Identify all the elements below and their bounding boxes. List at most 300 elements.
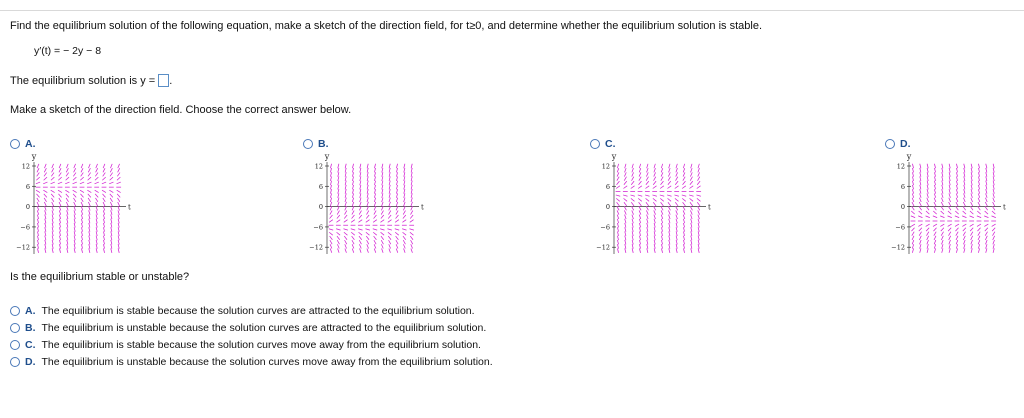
slope-segment — [698, 236, 699, 240]
graph-option-d[interactable] — [885, 138, 911, 150]
slope-segment — [654, 248, 655, 252]
slope-segment — [110, 164, 112, 168]
slope-segment — [977, 211, 980, 214]
slope-segment — [691, 164, 692, 168]
slope-segment — [58, 182, 62, 184]
slope-segment — [676, 215, 678, 219]
radio-graph-c[interactable] — [590, 139, 600, 149]
slope-segment — [330, 244, 332, 248]
slope-segment — [118, 219, 119, 223]
slope-segment — [985, 198, 987, 202]
graph-option-c-letter: C. — [605, 138, 616, 150]
slope-segment — [654, 244, 655, 248]
slope-segment — [949, 248, 950, 252]
slope-segment — [330, 176, 331, 180]
slope-segment — [964, 168, 965, 172]
slope-segment — [389, 164, 390, 168]
slope-segment — [396, 189, 397, 193]
slope-segment — [359, 244, 361, 248]
slope-segment — [986, 172, 987, 176]
slope-segment — [366, 220, 370, 223]
slope-segment — [330, 164, 331, 168]
slope-segment — [691, 223, 692, 227]
slope-segment — [45, 244, 46, 248]
slope-segment — [668, 210, 670, 214]
slope-segment — [67, 215, 68, 219]
slope-segment — [661, 240, 662, 244]
slope-segment — [330, 172, 331, 176]
slope-segment — [675, 198, 679, 201]
slope-segment — [918, 224, 922, 226]
slope-segment — [934, 172, 935, 176]
radio-stability-c[interactable] — [10, 340, 20, 350]
slope-segment — [646, 172, 648, 176]
slope-segment — [102, 177, 105, 180]
slope-segment — [676, 236, 677, 240]
stability-option-b-letter: B. — [25, 322, 36, 334]
slope-segment — [941, 206, 944, 210]
slope-segment — [95, 198, 97, 202]
slope-segment — [45, 248, 46, 252]
slope-segment — [359, 215, 362, 219]
slope-segment — [81, 210, 82, 214]
slope-segment — [337, 215, 340, 219]
slope-segment — [59, 231, 60, 235]
slope-segment — [934, 193, 935, 197]
slope-segment — [44, 164, 46, 168]
slope-segment — [942, 164, 943, 168]
slope-segment — [956, 206, 959, 210]
slope-segment — [110, 177, 113, 180]
slope-segment — [984, 216, 988, 218]
slope-segment — [330, 202, 332, 206]
slope-segment — [403, 211, 405, 215]
slope-segment — [646, 210, 648, 214]
slope-segment — [344, 215, 347, 219]
slope-segment — [103, 231, 104, 235]
slope-segment — [647, 168, 649, 172]
slope-segment — [942, 185, 943, 189]
slope-segment — [45, 227, 46, 231]
radio-stability-a[interactable] — [10, 306, 20, 316]
slope-segment — [912, 202, 914, 206]
slope-segment — [118, 164, 120, 168]
slope-segment — [360, 189, 361, 193]
direction-field-svg-d — [883, 150, 1013, 258]
slope-segment — [977, 228, 980, 231]
slope-segment — [985, 211, 988, 214]
slope-segment — [403, 244, 405, 248]
slope-segment — [404, 198, 405, 202]
slope-segment — [964, 176, 965, 180]
slope-segment — [65, 190, 69, 192]
slope-segment — [934, 168, 935, 172]
slope-segment — [617, 248, 618, 252]
slope-segment — [396, 181, 397, 185]
slope-segment — [661, 202, 664, 206]
slope-segment — [926, 224, 930, 226]
y-tick-label: 0 — [318, 203, 323, 212]
slope-segment — [411, 193, 412, 197]
slope-segment — [352, 202, 354, 206]
slope-segment — [44, 194, 47, 197]
slope-segment — [382, 198, 383, 202]
slope-segment — [52, 202, 54, 206]
slope-segment — [920, 240, 922, 244]
slope-segment — [927, 236, 929, 240]
slope-segment — [986, 193, 987, 197]
slope-segment — [381, 240, 383, 244]
slope-segment — [337, 232, 341, 235]
slope-segment — [956, 236, 958, 240]
slope-segment — [971, 172, 972, 176]
stability-option-d-text: The equilibrium is unstable because the solution curves move away from the equilibrium solution. — [41, 356, 493, 368]
slope-segment — [992, 224, 996, 226]
slope-segment — [89, 210, 90, 214]
y-tick-label: −6 — [313, 223, 323, 232]
slope-segment — [639, 223, 640, 227]
equilibrium-line — [10, 74, 172, 87]
slope-segment — [402, 229, 406, 230]
slope-segment — [87, 190, 91, 192]
slope-segment — [89, 240, 90, 244]
slope-segment — [964, 240, 966, 244]
slope-segment — [380, 220, 384, 223]
slope-segment — [367, 164, 368, 168]
slope-segment — [661, 181, 664, 185]
slope-segment — [949, 168, 950, 172]
slope-segment — [632, 215, 634, 219]
slope-segment — [690, 198, 694, 201]
slope-segment — [647, 231, 648, 235]
slope-segment — [352, 240, 354, 244]
slope-segment — [389, 193, 390, 197]
slope-segment — [359, 232, 363, 235]
direction-field-svg-a — [8, 150, 138, 258]
slope-segment — [962, 216, 966, 218]
slope-segment — [382, 248, 384, 252]
slope-segment — [646, 177, 648, 181]
y-tick-label: −6 — [20, 223, 30, 232]
slope-segment — [344, 236, 347, 240]
y-tick-label: 6 — [25, 182, 30, 191]
stability-option-c-letter: C. — [25, 339, 36, 351]
slope-segment — [389, 248, 391, 252]
slope-segment — [912, 248, 913, 252]
slope-segment — [411, 172, 412, 176]
slope-segment — [330, 236, 333, 240]
slope-segment — [45, 210, 46, 214]
slope-segment — [51, 198, 53, 202]
slope-segment — [956, 244, 957, 248]
slope-segment — [374, 211, 376, 215]
slope-segment — [683, 244, 684, 248]
slope-segment — [660, 186, 664, 189]
slope-segment — [964, 193, 965, 197]
slope-segment — [919, 228, 922, 231]
slope-segment — [367, 244, 369, 248]
slope-segment — [676, 231, 677, 235]
slope-segment — [674, 195, 678, 196]
slope-segment — [654, 168, 656, 172]
slope-segment — [697, 186, 701, 189]
slope-segment — [993, 248, 994, 252]
stability-option-a[interactable] — [10, 305, 475, 317]
radio-graph-b[interactable] — [303, 139, 313, 149]
slope-segment — [631, 198, 635, 201]
slope-segment — [59, 202, 61, 206]
slope-segment — [631, 202, 634, 206]
slope-segment — [359, 236, 362, 240]
slope-segment — [660, 195, 664, 196]
slope-segment — [963, 198, 965, 202]
slope-segment — [89, 231, 90, 235]
slope-segment — [67, 240, 68, 244]
radio-stability-d[interactable] — [10, 357, 20, 367]
slope-segment — [691, 244, 692, 248]
slope-segment — [337, 236, 340, 240]
slope-segment — [81, 173, 84, 177]
slope-segment — [691, 215, 693, 219]
slope-segment — [404, 202, 406, 206]
slope-segment — [683, 215, 685, 219]
slope-segment — [676, 227, 677, 231]
radio-graph-a[interactable] — [10, 139, 20, 149]
slope-segment — [382, 176, 383, 180]
slope-segment — [411, 248, 413, 252]
slope-segment — [645, 195, 649, 196]
slope-segment — [37, 248, 38, 252]
slope-segment — [88, 194, 91, 197]
slope-segment — [403, 236, 406, 240]
slope-segment — [67, 210, 68, 214]
slope-segment — [330, 168, 331, 172]
slope-segment — [942, 168, 943, 172]
equilibrium-prefix: The equilibrium solution is y = — [10, 74, 156, 87]
slope-segment — [345, 172, 346, 176]
slope-segment — [698, 210, 700, 214]
slope-segment — [338, 202, 340, 206]
slope-segment — [964, 181, 965, 185]
slope-segment — [698, 164, 699, 168]
slope-segment — [360, 202, 362, 206]
slope-segment — [389, 211, 391, 215]
slope-segment — [661, 172, 663, 176]
graph-option-a[interactable] — [10, 138, 36, 150]
slope-segment — [912, 189, 913, 193]
slope-segment — [367, 176, 368, 180]
slope-segment — [697, 198, 701, 201]
slope-segment — [617, 177, 619, 181]
slope-segment — [109, 182, 113, 184]
slope-segment — [963, 232, 965, 236]
slope-segment — [51, 190, 55, 192]
slope-segment — [963, 236, 965, 240]
slope-segment — [638, 186, 642, 189]
slope-segment — [683, 248, 684, 252]
slope-segment — [89, 244, 90, 248]
slope-segment — [74, 227, 75, 231]
slope-segment — [45, 236, 46, 240]
slope-segment — [696, 195, 700, 196]
slope-segment — [336, 229, 340, 230]
slope-segment — [920, 168, 921, 172]
slope-segment — [87, 182, 91, 184]
slope-segment — [661, 248, 662, 252]
slope-segment — [993, 176, 994, 180]
slope-segment — [88, 168, 90, 172]
slope-segment — [926, 216, 930, 218]
slope-segment — [81, 202, 83, 206]
slope-segment — [963, 202, 965, 206]
radio-stability-b[interactable] — [10, 323, 20, 333]
slope-segment — [103, 210, 104, 214]
slope-segment — [668, 198, 672, 201]
slope-segment — [95, 182, 99, 184]
slope-segment — [698, 231, 699, 235]
slope-segment — [964, 248, 965, 252]
slope-segment — [948, 211, 951, 214]
slope-segment — [66, 194, 69, 197]
slope-segment — [919, 206, 922, 210]
question-text: Find the equilibrium solution of the following equation, make a sketch of the direction field, for t≥0, and determine whether the equilibrium solution is stable. — [10, 20, 763, 32]
slope-segment — [956, 164, 957, 168]
slope-segment — [639, 164, 640, 168]
stability-option-d[interactable] — [10, 356, 493, 368]
slope-segment — [374, 248, 376, 252]
slope-segment — [948, 228, 951, 231]
slope-segment — [51, 194, 54, 197]
stability-option-a-text: The equilibrium is stable because the solution curves are attracted to the equilibrium solution. — [41, 305, 475, 317]
y-tick-label: −12 — [891, 243, 905, 252]
slope-segment — [697, 202, 700, 206]
stability-option-c[interactable] — [10, 339, 481, 351]
slope-segment — [639, 215, 641, 219]
slope-segment — [352, 176, 353, 180]
slope-segment — [920, 164, 921, 168]
slope-segment — [639, 168, 641, 172]
slope-segment — [37, 227, 38, 231]
slope-segment — [971, 248, 972, 252]
slope-segment — [942, 189, 943, 193]
slope-segment — [647, 215, 649, 219]
slope-segment — [646, 198, 650, 201]
slope-segment — [654, 236, 655, 240]
slope-segment — [111, 219, 112, 223]
slope-segment — [992, 228, 995, 231]
slope-segment — [345, 244, 347, 248]
y-tick-label: 6 — [318, 182, 323, 191]
slope-segment — [625, 244, 626, 248]
slope-segment — [89, 236, 90, 240]
slope-segment — [669, 227, 670, 231]
slope-segment — [639, 231, 640, 235]
slope-segment — [118, 236, 119, 240]
slope-segment — [992, 232, 994, 236]
slope-segment — [37, 236, 38, 240]
slope-segment — [625, 248, 626, 252]
radio-graph-d[interactable] — [885, 139, 895, 149]
slope-segment — [74, 219, 75, 223]
slope-segment — [81, 236, 82, 240]
slope-segment — [117, 182, 121, 184]
slope-segment — [117, 198, 119, 202]
stability-option-d-letter: D. — [25, 356, 36, 368]
slope-segment — [45, 219, 46, 223]
slope-segment — [934, 232, 936, 236]
slope-segment — [919, 236, 921, 240]
slope-segment — [330, 248, 332, 252]
slope-segment — [345, 198, 346, 202]
slope-segment — [993, 198, 995, 202]
slope-segment — [367, 181, 368, 185]
slope-segment — [111, 244, 112, 248]
slope-segment — [45, 223, 46, 227]
slope-segment — [682, 195, 686, 196]
slope-segment — [66, 202, 68, 206]
slope-segment — [942, 193, 943, 197]
slope-segment — [669, 240, 670, 244]
slope-segment — [949, 236, 951, 240]
slope-segment — [360, 198, 361, 202]
slope-segment — [942, 181, 943, 185]
slope-segment — [985, 206, 988, 210]
slope-segment — [926, 232, 928, 236]
stability-option-b[interactable] — [10, 322, 486, 334]
slope-segment — [933, 211, 936, 214]
slope-segment — [358, 220, 362, 223]
slope-segment — [617, 164, 618, 168]
slope-segment — [74, 223, 75, 227]
slope-segment — [366, 215, 369, 219]
graph-option-b[interactable] — [303, 138, 329, 150]
slope-segment — [118, 248, 119, 252]
slope-segment — [948, 206, 951, 210]
slope-segment — [344, 232, 348, 235]
slope-segment — [396, 211, 398, 215]
slope-segment — [919, 198, 921, 202]
slope-segment — [367, 240, 369, 244]
slope-segment — [89, 215, 90, 219]
slope-segment — [920, 244, 921, 248]
slope-segment — [96, 219, 97, 223]
slope-segment — [345, 202, 347, 206]
y-tick-label: −12 — [16, 243, 30, 252]
slope-segment — [59, 168, 61, 172]
slope-segment — [927, 181, 928, 185]
slope-segment — [373, 220, 377, 223]
direction-field-svg-b — [301, 150, 431, 258]
slope-segment — [80, 190, 84, 192]
slope-segment — [992, 216, 996, 218]
slope-segment — [676, 168, 678, 172]
slope-segment — [367, 198, 368, 202]
slope-segment — [395, 229, 399, 230]
slope-segment — [338, 176, 339, 180]
graph-option-c[interactable] — [590, 138, 616, 150]
slope-segment — [993, 181, 994, 185]
slope-segment — [934, 198, 936, 202]
y-tick-label: 12 — [896, 162, 905, 171]
slope-segment — [956, 172, 957, 176]
slope-segment — [111, 227, 112, 231]
equilibrium-answer-input[interactable] — [158, 74, 169, 87]
slope-segment — [632, 219, 633, 223]
slope-segment — [934, 189, 935, 193]
slope-segment — [59, 173, 62, 177]
slope-segment — [411, 211, 413, 215]
slope-segment — [345, 189, 346, 193]
